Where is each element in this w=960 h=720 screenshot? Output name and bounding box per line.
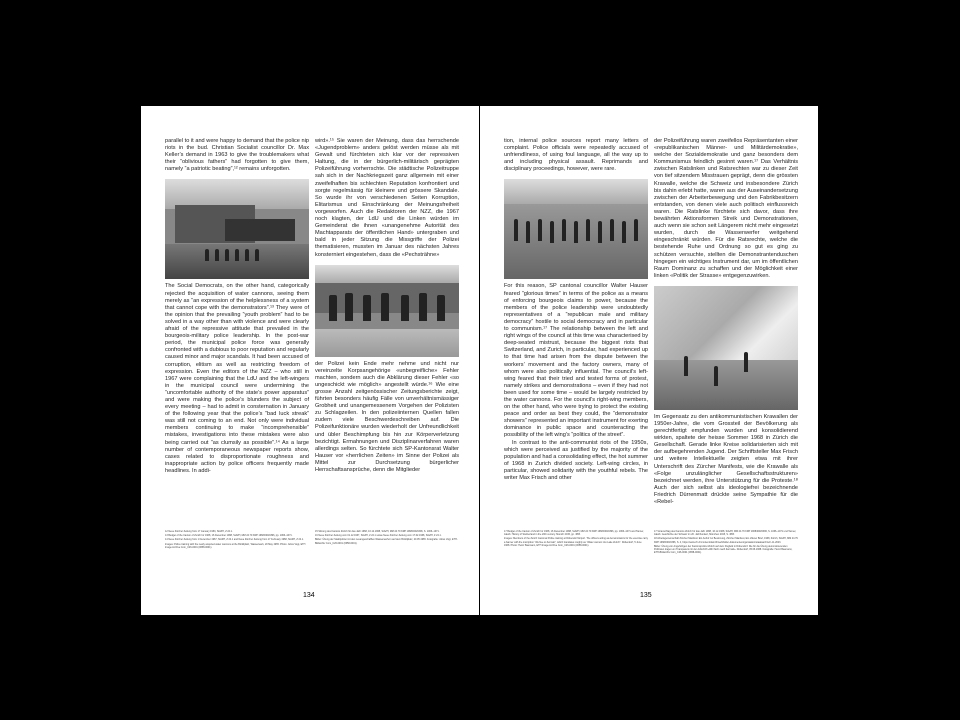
page-number: 134: [303, 592, 315, 599]
right-col1-top-text: tion, internal police sources report many letters of complaint. Police officials were repeatedly accused of unfriendliness, of using foul language, all the way up to and including physical assault. Reprimands and disciplinary proceedings, however, were rare.: [504, 138, 648, 173]
right-col-english: [504, 138, 648, 482]
footnote: 13 Budget of the Canton of Zurich for 1968, 16 December 1968, StAZH, MM 24.79 KRP 1968/000/0396, pp. 1066–1071.: [165, 534, 293, 538]
left-col-english: [165, 138, 309, 475]
photo-police-water-cannon-parade: [165, 179, 309, 279]
left-footnotes-german: [315, 530, 459, 546]
right-col2-bottom-text: Im Gegensatz zu den antikommunistischen Krawallen der 1950er-Jahre, die vom Grossteil der Bevölkerung als gerechtfertigt empfunden wurden und konsolidierend wirkten, spaltete der heisse Sommer 1968 in Zürich die Gesellschaft. Gerade linke Kreise solidarisierten sich mit der aufbegehrenden Jugend. Der Schriftsteller Max Frisch und weitere Intellektuelle zeigten etwa mit ihrer Unterschrift des Zürcher Manifests, wie die Krawalle als «Folge unzulänglicher Gesellschaftsstrukturen» bezeichnet werden, ihre Unterstützung für die Proteste.¹⁸ Auch der sich selbst als ideologiefrei bezeichnende Friedrich Dürrenmatt drückte seine Sympathie für die «Rebel-: [654, 413, 798, 505]
left-footnotes-english: [165, 530, 309, 550]
right-footnotes-english: [504, 530, 648, 548]
right-footnotes-german: [654, 530, 798, 555]
footnote: 17 Budget of the Canton of Zurich for 1968, 16 December 1968, StAZH, MM 24.79 KRP 1968/000/0396, pp. 1066–1071 and Tanner, Jakob: History of Switzerland in the 20th century. Munich 2015, pp. 380f.: [504, 530, 644, 537]
left-col1-top-text: parallel to it and were happy to demand that the police nip riots in the bud. Christian Socialist councillor Dr. Max Keller’s demand in 1963 to give the troublemakers what their “oblivious fathers” had forgotten to give them, namely “a patriotic beating”,¹² remains unforgotten.: [165, 138, 309, 173]
footnote: 18 Arbeitsgemeinschaft Zürcher Manifest: Ein Aufruf zur Besinnung, Zürcher Manifest, Ein offener Brief, 1968, Zürich, StAZH, MM 24.79 KRP 1968/000/0396, S. 4, https://www.zh.ch/content/dam/zhweb/bilder-dokumente/organisation/staatsarchiv/2–11.2023.: [654, 537, 798, 544]
left-col-german: [315, 138, 459, 474]
footnote: 15 Sitzung des Kantons Zürich für das Jahr 1968, 16.12.1968, StAZH, MM 24.79 KRP 1968/000/0396, S. 1066–1071.: [315, 530, 440, 533]
page-number: 135: [640, 592, 652, 599]
left-col1-bottom-text: The Social Democrats, on the other hand, categorically rejected the acquisition of water cannons, seeing them merely as “an expression of the helplessness of a system that cannot cope with the demonstrators”.¹³ They were of the opinion that the prevailing “youth problem” had to be solved in a way other than with violence and were clearly afraid of the repressive attitude that prevailed in the bourgeois-military police leadership. In the post-war period, the municipal police force was generally confronted with a dubious to poor reputation and regularly caused minor and major scandals. It had been accused of corruption, elitism as well as restricting freedom of expression. Even the editors of the NZZ – who still in 1967 were complaining that the LdU and the left-wingers in the municipal council were undermining the “uncomfortable authority of the state’s power apparatus” and were making the police’s blunders the subject of every meeting – had to admit in consternation in January of the following year that the police’s “bad luck streak” was still not coming to an end. Not only were individual members continuing to make “incomprehensible” mistakes, investigations into these mistakes were also being carried out “as clumsily as possible”.¹⁴ As a large number of contemporaneous newspaper reports show, cases related to disproportionate roughness and inappropriate action by police officers frequently made headlines. In addi-: [165, 283, 309, 474]
footnote: 14 Neue Zürcher Zeitung from 1 December 1967, StAZH, Z 24.1 and Neue Zürcher Zeitung from 17 February 1968, StAZH, Z 24.1.: [165, 538, 304, 542]
left-col2-bottom-text: der Polizei kein Ende mehr nehme und nicht nur vereinzelte Korpsangehörige «unbegreifliche» Fehler machten, sondern auch die Abklärung dieser Fehler «so ungeschickt wie möglich» angestellt würde.¹⁶ Wie eine grosse Anzahl zeitgenössischer Zeitungsberichte zeigt, führten besonders häufig Fälle von unverhältnismässiger Grobheit und unangemessenem Vorgehen der Polizisten zu Schlagzeilen. In den polizeiinternen Quellen fallen zudem viele Beschwerdeschreiben auf. Die Polizeifunktionäre wurden wiederholt der Unfreundlichkeit und übler Beschimpfung bis hin zur Körperverletzung bezichtigt. Ermahnungen und Disziplinarverfahren waren allerdings selten. So fürchtete sich SP-Kantonsrat Walter Hauser vor «herrlichen Zeiten» im Sinne der Polizei als Mittel zur Durchsetzung bürgerlicher Herrschaftsansprüche, denn die Mitglieder: [315, 360, 459, 473]
right-col1-tail-text: In contrast to the anti-communist riots of the 1950s, which were perceived as justified by the majority of the population and had a consolidating effect, the hot summer of 1968 in Zurich divided society. Left-wing circles, in particular, showed solidarity with the youthful rebels. The writer Max Frisch and other: [504, 439, 648, 481]
right-col1-bottom-text: For this reason, SP cantonal councillor Walter Hauser feared “glorious times” in terms of the police as a means of enforcing bourgeois claims to power, because the members of the police leadership were undoubtedly representatives of a “republican male and military democracy” hostile to social democracy and in particular to communism.¹⁷ The relationship between the left and right wings of the council at this time was characterised by deep-seated mistrust, because the biggest riots that Switzerland, and Zurich, in particular, had experienced up to that time had arisen from the dispute between the workers’ movement and the factory owners, many of whom were also politically influential. The council’s left-wing feared that their tried and tested forms of protest, namely strikes and demonstrations – even if they had not been used for some time – would be largely restricted by the water cannons. For the council’s right-wing members, on the other hand, who were trying to protect the existing peace and order as best they could, the “demonstrator showers” represented an important instrument for exerting dominance in public space and counteracting the possibility of the left wing’s “politics of the street”.: [504, 283, 648, 439]
right-col-german: [654, 138, 798, 506]
footnote: 16 Neue Zürcher Zeitung vom 01.12.1967, StAZH, Z 24.1 sowie Neue Zürcher Zeitung vom 17.02.1968, StAZH, Z 24.1.: [315, 534, 442, 538]
photo-water-cannon-spray: [654, 286, 798, 410]
left-page: [141, 106, 479, 615]
image-caption: Bilder: Übung der Stadtpolizei mit den neuangeschafften Wasserwerfern auf dem Bürkliplatz, 20.05.1965. Fotografie: Julius Vogt, ETH-Bildarchiv Com_C26-0001 (0658-0001).: [315, 538, 458, 545]
right-page: [480, 106, 818, 615]
right-col2-top-text: der Polizeiführung waren zweifellos Repräsentanten einer «republikanischen Männer- und Militärdemokratie», welche der Sozialdemokratie und ganz besonders dem Kommunismus feindlich gesinnt waren.¹⁷ Das Verhältnis zwischen Ratslinken und Ratsrechten war zu dieser Zeit von tief sitzendem Misstrauen geprägt, denn die grössten Krawalle, welche die Schweiz und insbesondere Zürich bis dahin erlebt hatte, waren aus der Auseinandersetzung zwischen der Arbeiterbewegung und den Fabrikbesitzern entstanden, von denen viele auch politisch einflussreich waren. Die Ratslinke fürchtete sich davor, dass ihre bewährten Aktionsformen Streik und Demonstrationen, auch wenn sie schon seit Längerem nicht mehr eingesetzt wurden, durch die Wasserwerfer weitgehend eingeschränkt würden. Für die Ratsrechte, welche die bestehende Ruhe und Ordnung so gut es ging zu schützen versuchte, stellten die Demonstrantenduschen hingegen ein wichtiges Instrument dar, um im öffentlichen Raum Dominanz zu schaffen und der Möglichkeit einer linken «Politik der Strasse» entgegenzuwirken.: [654, 138, 798, 279]
footnote: 12 Neue Zürcher Zeitung from 17 January 1963, StAZH, Z 24.1.: [165, 530, 233, 533]
photo-police-officers-group: [315, 265, 459, 357]
image-caption: Images: Members of the Zurich Cantonal Police training at Dübendorf Airport. The officers acting as demonstrators for the exercise carry a banner with the inscription “We flee to Zermatt”, which translates roughly as “Water cannon into Lake Zurich”. Dübendorf, 5 June 1968. Photo: Heinz Baumann, ETH Image Archive Com_C26-0001 (0658-0001).: [504, 537, 648, 547]
image-caption: Images: Police training with the newly acquired water cannons at the Bürkliplatz, Wasserwerk, 20 May 1965. Photo: Julius Vogt, ETH Image Archive Com_C26-0001 (0658-0001).: [165, 542, 306, 549]
left-col2-top-text: wird».¹⁵ Sie waren der Meinung, dass das herrschende «Jugendproblem» anders gelöst werden müsse als mit Gewalt und fürchteten sich klar vor der repressiven Haltung, die in der bürgerlich-militärisch geprägten Polizeiführung vorherrschte. Die städtische Polizeitruppe sah sich in der Nachkriegszeit ganz allgemein mit einer zweifelhaften bis schlechten Reputation konfrontiert und sorgte regelmässig für kleinere und grössere Skandale. So wurde ihr von verschiedenen Seiten Korruption, Elitarismus und Einschränkung der Meinungsfreiheit vorgeworfen. Auch die Redaktoren der NZZ, die 1967 noch klagten, der LdU und die Linken würden im Gemeinderat die ihnen «unangenehme Autorität des Machtapparats der öffentlichen Hand» untergraben und bald in jeder Sitzung die Missgriffe der Polizei thematisieren, mussten im Januar des nächsten Jahres konsterniert eingestehen, dass die «Pechsträhne»: [315, 138, 459, 258]
image-caption: Bilder: Übung von Angehörigen der Kantonspolizei Zürich auf dem Flugfeld in Dübendorf. Die für die Übung demonstrierenden Polizisten tragen ein Transparent mit der Aufschrift «Wir fliehn nach Zermatt». Dübendorf, 05.06.1968. Fotografie: Heinz Baumann, ETH-Bildarchiv Com_C26-0001 (0658-0001).: [654, 544, 793, 555]
photo-police-lineup-field: [504, 179, 648, 279]
footnote: 17 Voranschlag des Kantons Zürich für das Jahr 1968, 16.12.1968, StAZH, MM 24.79 KRP 1968/000/0396, S. 1066–1071 und Tanner, Jakob: Geschichte der Schweiz im 20. Jahrhundert, München 2015, S. 380f.: [654, 530, 797, 537]
